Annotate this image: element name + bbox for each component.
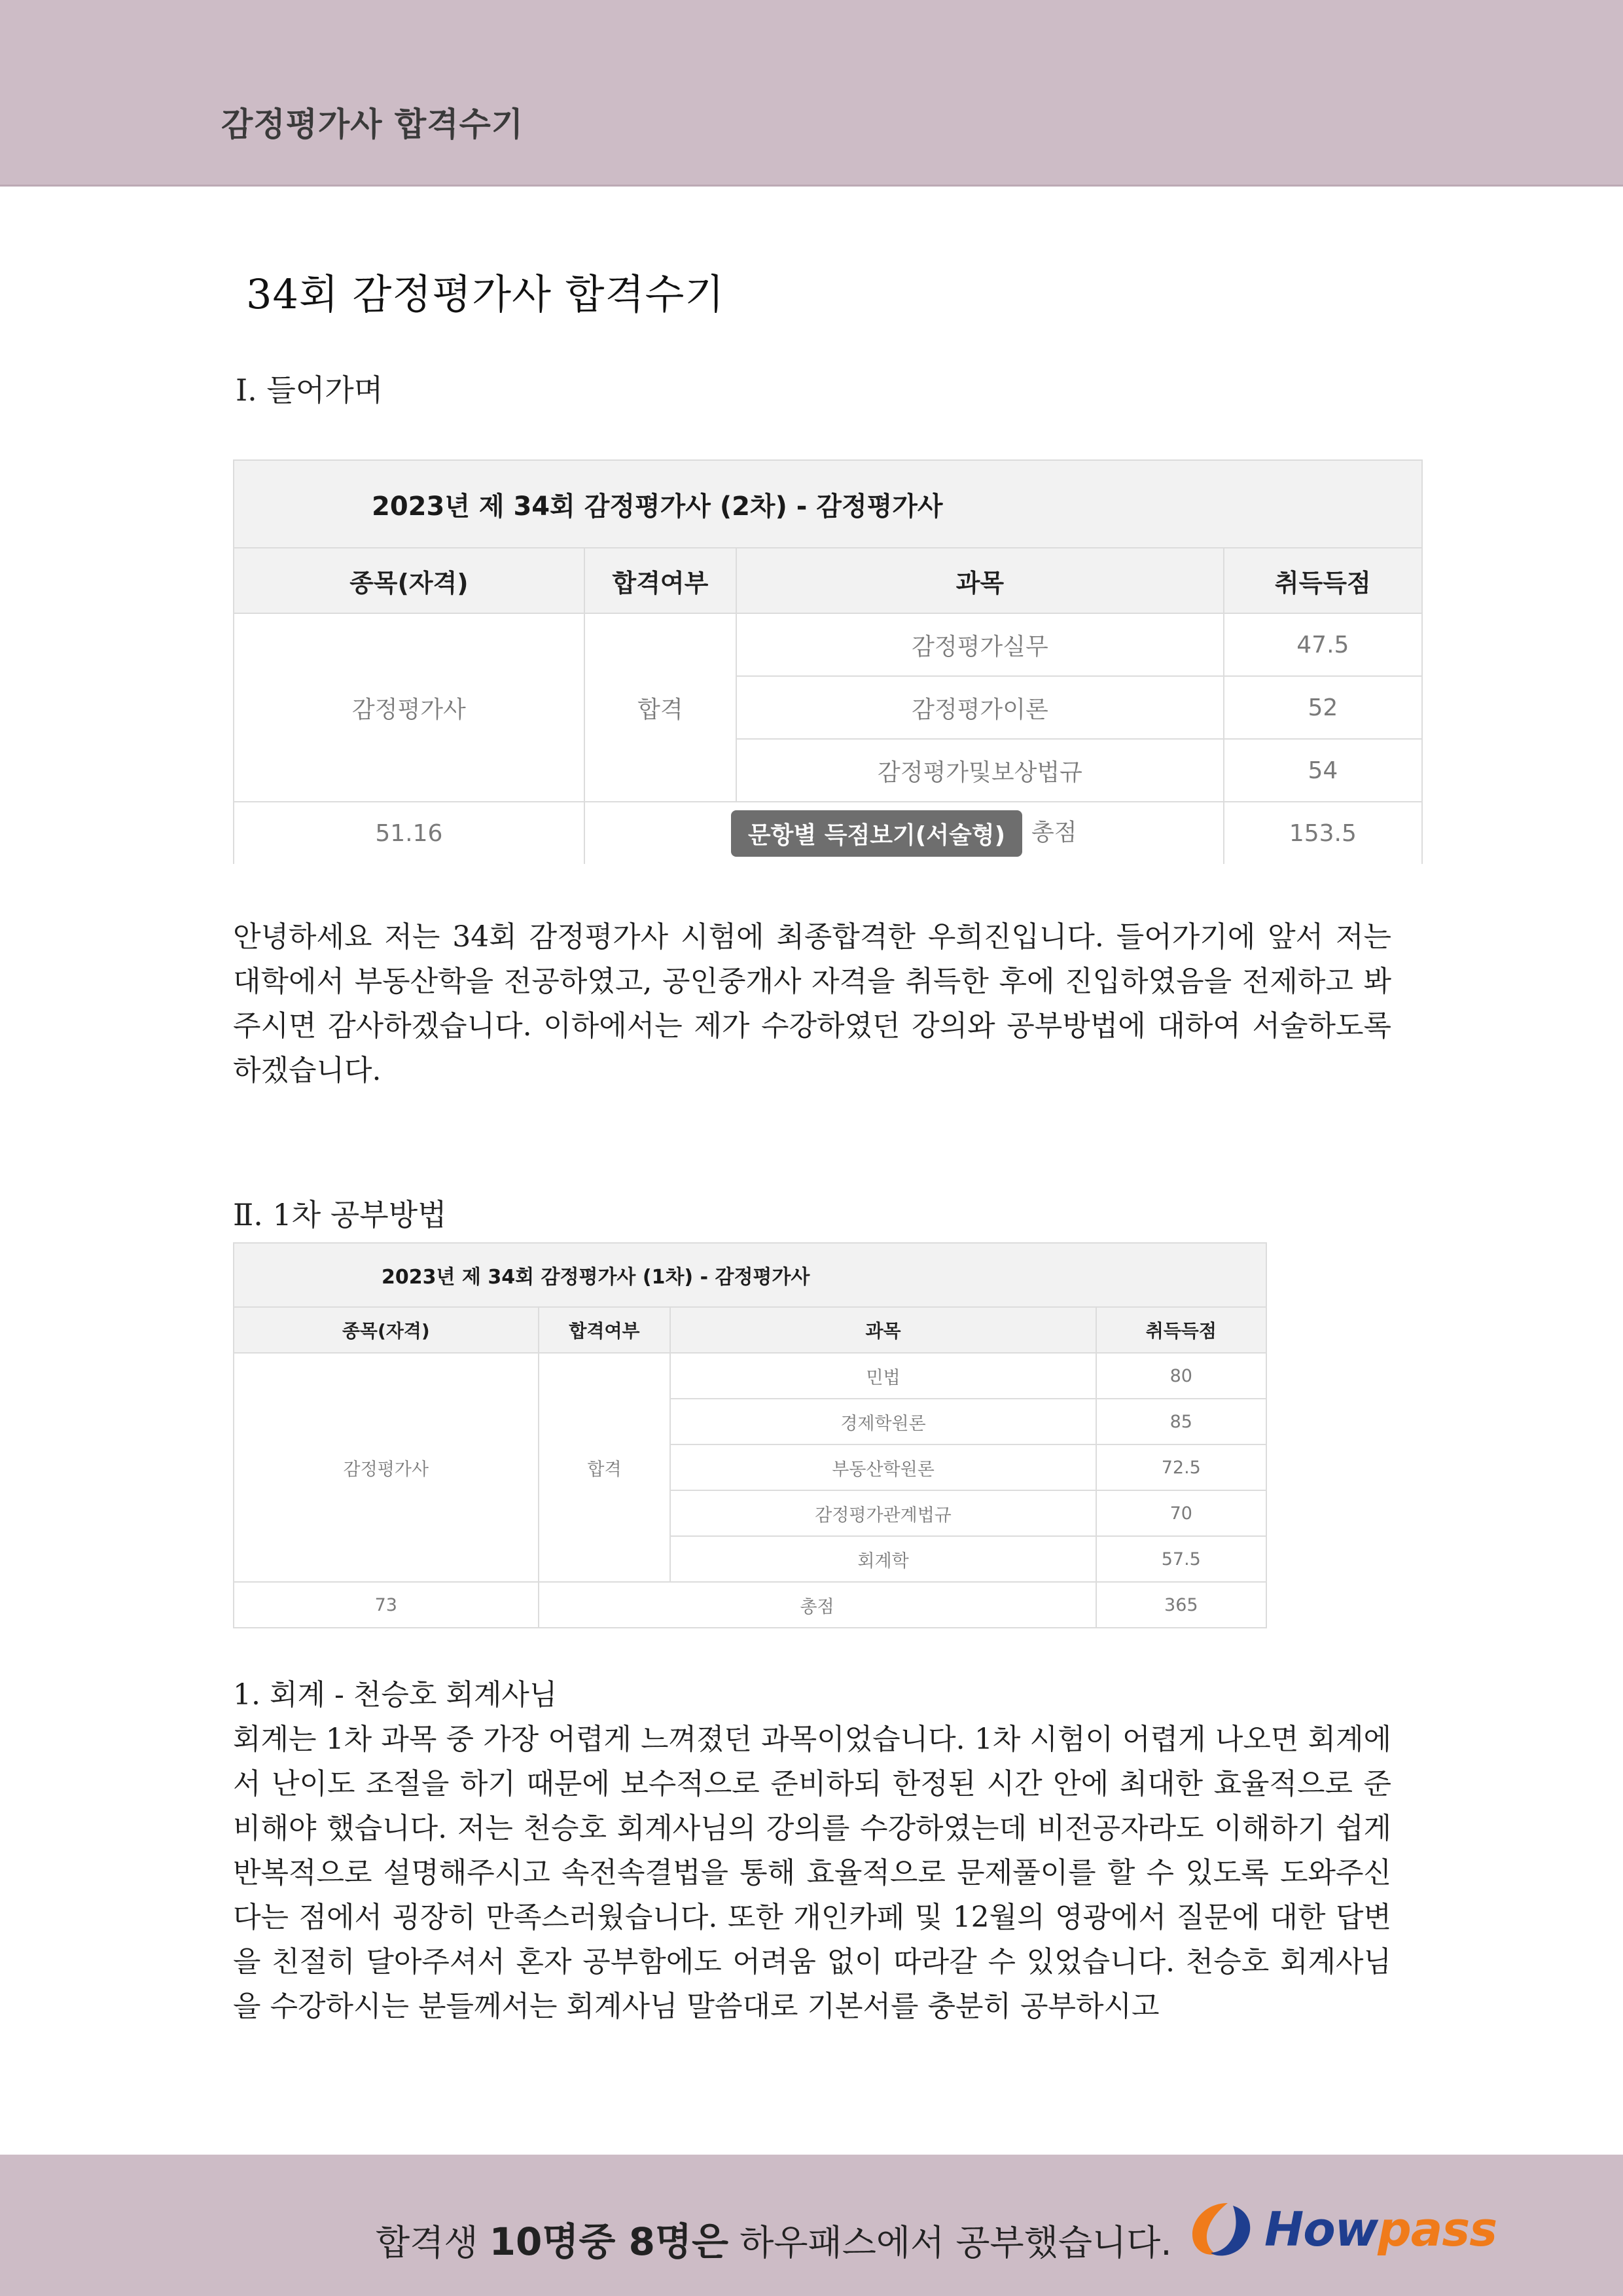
score-cell: 85 [1096,1399,1266,1444]
total-cell: 153.5 [1224,802,1422,864]
slogan-highlight: 10명중 8명은 [489,2219,729,2264]
column-header: 종목(자격) [234,548,584,613]
section-heading-study: Ⅱ. 1차 공부방법 [233,1197,447,1232]
score-cell: 57.5 [1096,1536,1266,1582]
result-cell: 합격 [584,613,736,802]
document-title: 34회 감정평가사 합격수기 [246,270,725,318]
total-row [234,802,1422,864]
score-cell: 80 [1096,1353,1266,1399]
accounting-title: 1. 회계 - 천승호 회계사님 [233,1678,558,1712]
table-row [234,613,1422,676]
qualification-cell: 감정평가사 [234,613,584,802]
footer-slogan [376,2211,1172,2266]
slogan-post: 하우패스에서 공부했습니다. [728,2222,1172,2263]
average-cell: 51.16 [234,802,584,864]
total-label-cell [584,802,1224,864]
subject-cell: 회계학 [670,1536,1096,1582]
column-header: 취득득점 [1224,548,1422,613]
slogan-pre: 합격생 [376,2222,490,2263]
subject-cell: 감정평가관계법규 [670,1490,1096,1536]
column-header: 합격여부 [539,1307,671,1353]
score-table-1st [233,1242,1267,1628]
column-header: 과목 [670,1307,1096,1353]
howpass-logo-text: Howpass [1264,2202,1497,2257]
column-header: 과목 [736,548,1224,613]
howpass-logo-icon [1187,2199,1259,2259]
table-caption: 2023년 제 34회 감정평가사 (1차) - 감정평가사 [234,1243,1266,1307]
average-cell: 73 [234,1582,539,1628]
score-cell: 47.5 [1224,613,1422,676]
total-cell: 365 [1096,1582,1266,1628]
score-table-2nd [233,459,1423,864]
column-header: 종목(자격) [234,1307,539,1353]
subject-cell: 감정평가실무 [736,613,1224,676]
subject-cell: 감정평가이론 [736,676,1224,739]
header-band [0,0,1623,187]
section-heading-intro: Ⅰ. 들어가며 [236,372,383,408]
table-caption: 2023년 제 34회 감정평가사 (2차) - 감정평가사 [234,460,1422,548]
total-label: 총점 [539,1582,1096,1628]
header-title: 감정평가사 합격수기 [221,105,524,143]
subject-cell: 민법 [670,1353,1096,1399]
subject-cell: 감정평가및보상법규 [736,739,1224,802]
howpass-logo[interactable] [1187,2199,1497,2259]
subject-cell: 부동산학원론 [670,1444,1096,1490]
result-cell: 합격 [539,1353,671,1582]
score-cell: 54 [1224,739,1422,802]
table-row [234,1353,1266,1399]
accounting-paragraph: 회계는 1차 과목 중 가장 어렵게 느껴졌던 과목이었습니다. 1차 시험이 어렵게 나오면 회계에서 난이도 조절을 하기 때문에 보수적으로 준비하되 한정된 시간 안에 최대한 효율적으로 준비해야 했습니다. 저는 천승호 회계사님의 강의를 수강하였는데 비전공자라도 이해하기 쉽게 반복적으로 설명해주시고 속전속결법을 통해 효율적으로 문제풀이를 할 수 있도록 도와주신다는 점에서 굉장히 만족스러웠습니다. 또한 개인카페 및 12월의 영광에서 질문에 대한 답변을 친절히 달아주셔서 혼자 공부함에도 어려움 없이 따라갈 수 있었습니다. 천승호 회계사님을 수강하시는 분들께서는 회계사님 말씀대로 기본서를 충분히 공부하시고 [233,1723,1391,2023]
total-label: 총점 [1031,819,1077,846]
column-header: 취득득점 [1096,1307,1266,1353]
detail-scores-button[interactable]: 문항별 득점보기(서술형) [731,810,1022,857]
subject-cell: 경제학원론 [670,1399,1096,1444]
score-cell: 72.5 [1096,1444,1266,1490]
score-cell: 70 [1096,1490,1266,1536]
intro-paragraph: 안녕하세요 저는 34회 감정평가사 시험에 최종합격한 우희진입니다. 들어가기에 앞서 저는 대학에서 부동산학을 전공하였고, 공인중개사 자격을 취득한 후에 진입하였음을 전제하고 봐주시면 감사하겠습니다. 이하에서는 제가 수강하였던 강의와 공부방법에 대하여 서술하도록 하겠습니다. [233,920,1391,1087]
column-header: 합격여부 [584,548,736,613]
score-cell: 52 [1224,676,1422,739]
qualification-cell: 감정평가사 [234,1353,539,1582]
total-row [234,1582,1266,1628]
